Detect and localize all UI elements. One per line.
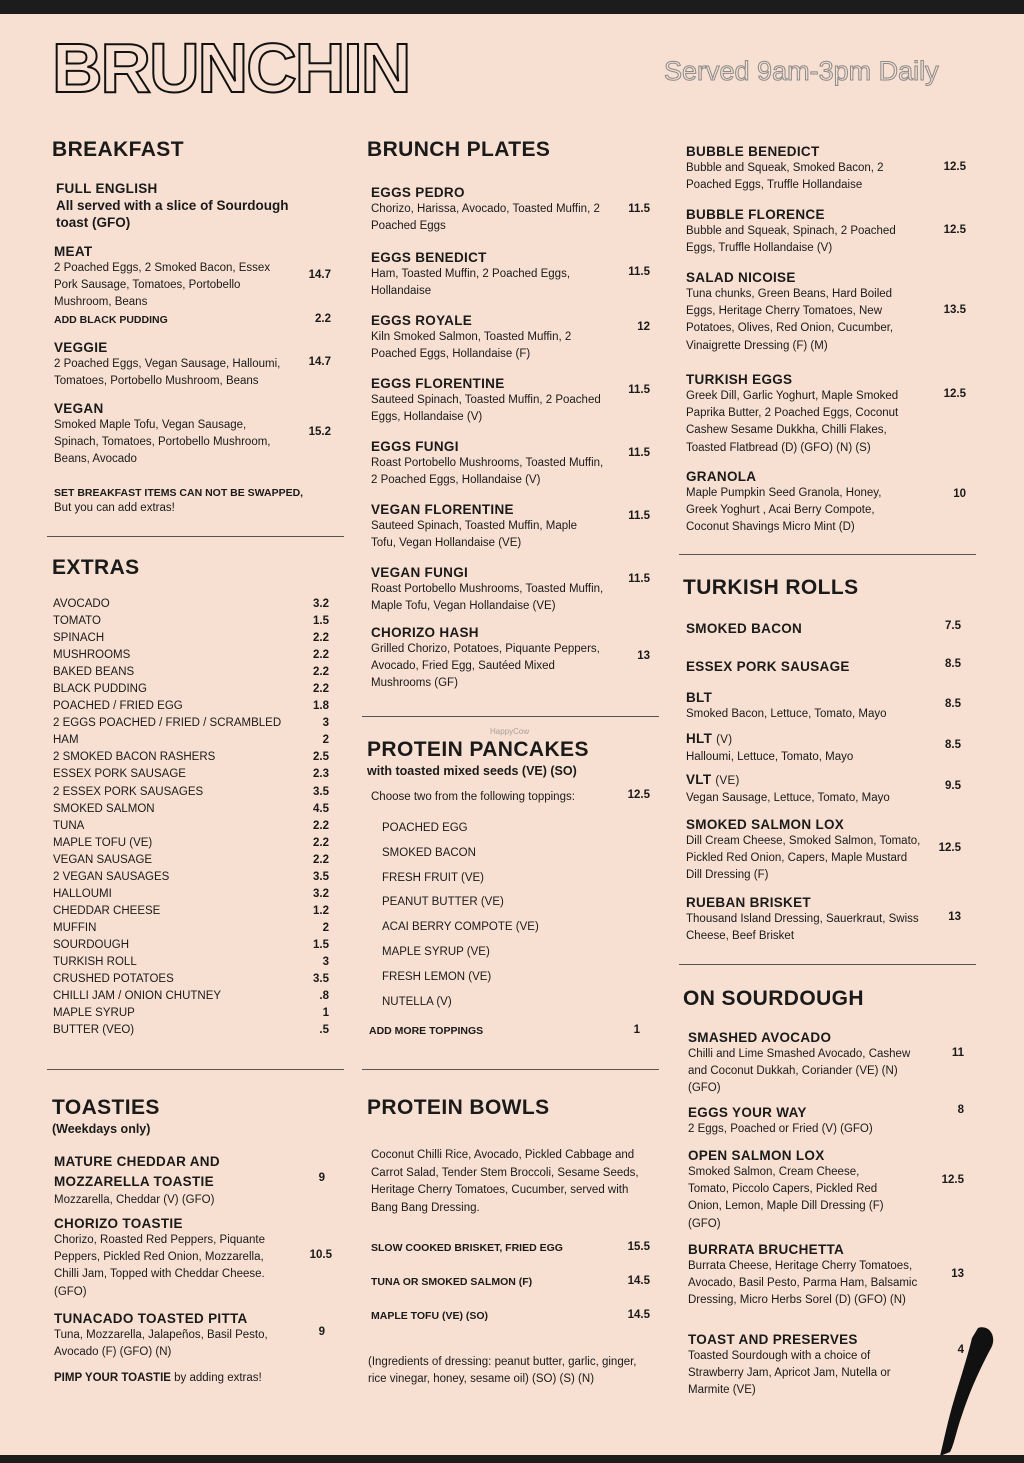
extra-price: 2.2 (313, 836, 329, 849)
item-name: EGGS FLORENTINE (371, 376, 505, 391)
roll-name: BLT (686, 690, 713, 705)
item-description: Greek Dill, Garlic Yoghurt, Maple Smoked Paprika Butter, 2 Poached Eggs, Coconut Cashew Sesame Dukkha, Chilli Flakes, Toasted Flatbread (D) (GFO) (N) (S) (686, 390, 899, 454)
extra-price: 2.2 (313, 819, 329, 832)
bowl-option-name: SLOW COOKED BRISKET, FRIED EGG (371, 1242, 563, 1254)
item-price: 8 (957, 1104, 964, 1116)
item-description: Sauteed Spinach, Toasted Muffin, 2 Poached Eggs, Hollandaise (V) (371, 394, 601, 424)
extras-row (53, 630, 329, 647)
item-description: Bubble and Squeak, Smoked Bacon, 2 Poached Eggs, Truffle Hollandaise (686, 162, 884, 192)
extras-row (53, 971, 329, 988)
item-name: CHORIZO HASH (371, 625, 479, 640)
item-name: SALAD NICOISE (686, 270, 796, 285)
item-name: EGGS PEDRO (371, 185, 465, 200)
sourdough-item (688, 1104, 964, 1138)
full-english-block (56, 180, 331, 231)
topping-item: POACHED EGG (382, 822, 468, 834)
extras-row (53, 732, 329, 749)
extra-name: VEGAN SAUSAGE (53, 853, 153, 866)
roll-name: HLT (686, 731, 713, 746)
right-plate-item (686, 206, 966, 257)
pancakes-price: 12.5 (627, 789, 650, 801)
item-name (686, 730, 961, 749)
topping-item: NUTELLA (V) (382, 995, 452, 1008)
extras-row (53, 852, 329, 869)
extras-row (53, 596, 329, 613)
item-description: Ham, Toasted Muffin, 2 Poached Eggs, Hollandaise (371, 268, 571, 298)
right-plate-item (686, 371, 966, 457)
extra-name: SOURDOUGH (53, 938, 130, 951)
item-description: Sauteed Spinach, Toasted Muffin, Maple Tofu, Vegan Hollandaise (VE) (371, 520, 578, 550)
roll-name: SMOKED SALMON LOX (686, 817, 845, 832)
extra-name: CHILLI JAM / ONION CHUTNEY (53, 990, 222, 1003)
extras-row (53, 1005, 329, 1022)
pancakes-section (367, 737, 652, 779)
bowl-option-price: 14.5 (627, 1275, 650, 1287)
extra-price: 1 (322, 1007, 329, 1020)
roll-name: RUEBAN BRISKET (686, 895, 811, 910)
item-price: 12.5 (943, 388, 966, 400)
item-price: 13 (637, 650, 650, 662)
toasties-heading: TOASTIES (52, 1096, 160, 1119)
item-description: Smoked Bacon, Lettuce, Tomato, Mayo (686, 708, 887, 720)
extra-price: 3.5 (313, 785, 329, 798)
right-plate-item (686, 468, 966, 537)
sourdough-item (688, 1147, 964, 1233)
extra-price: 3.5 (313, 870, 329, 883)
extras-row (53, 920, 329, 937)
brunch-plates-heading: BRUNCH PLATES (367, 138, 551, 161)
item-description: Smoked Salmon, Cream Cheese, Tomato, Piccolo Capers, Pickled Red Onion, Lemon, Maple Dill Dressing (F) (GFO) (688, 1166, 884, 1230)
pancakes-heading: PROTEIN PANCAKES (367, 738, 589, 761)
extra-price: 1.5 (313, 615, 329, 628)
item-price: 15.2 (308, 426, 331, 438)
roll-item (686, 658, 961, 675)
extra-price: 3.5 (313, 973, 329, 986)
extra-name: BUTTER (VEO) (53, 1024, 135, 1037)
toastie-item (54, 1310, 334, 1361)
extra-name: TUNA (53, 819, 85, 832)
item-description: 2 Poached Eggs, 2 Smoked Bacon, Essex Pork Sausage, Tomatoes, Portobello Mushroom, Beans (54, 262, 271, 309)
protein-bowls-heading: PROTEIN BOWLS (367, 1096, 550, 1119)
breakfast-item (54, 339, 331, 390)
extra-price: 3 (322, 955, 329, 968)
extra-name: HALLOUMI (53, 887, 112, 900)
right-plate-item (686, 143, 966, 194)
extra-price: 3.2 (313, 598, 329, 610)
extra-price: 2.2 (313, 666, 329, 679)
extras-list (53, 596, 329, 1039)
extra-name: TURKISH ROLL (53, 955, 137, 968)
bowl-option (371, 1309, 650, 1343)
protein-bowls-description (371, 1147, 657, 1217)
divider (362, 1069, 659, 1070)
item-name: EGGS ROYALE (371, 313, 473, 328)
pancakes-choose-row (371, 789, 650, 806)
watermark: HappyCow (490, 727, 530, 736)
bowl-option-price: 15.5 (627, 1241, 650, 1253)
extra-name: CHEDDAR CHEESE (53, 904, 161, 917)
item-name: CHORIZO TOASTIE (54, 1216, 183, 1231)
extras-row (53, 749, 329, 766)
extras-row (53, 869, 329, 886)
item-description: Chorizo, Roasted Red Peppers, Piquante Peppers, Pickled Red Onion, Mozzarella, Chilli Jam, Topped with Cheddar Cheese. (GFO) (54, 1234, 265, 1298)
divider (679, 554, 976, 555)
add-black-pudding-row (54, 313, 331, 329)
bowls-dressing-note (368, 1354, 658, 1388)
extras-row (53, 835, 329, 852)
brunch-plates-section (367, 137, 652, 163)
item-description: 2 Eggs, Poached or Fried (V) (GFO) (688, 1123, 873, 1135)
roll-item (686, 620, 961, 637)
roll-item (686, 689, 961, 723)
item-description: Chorizo, Harissa, Avocado, Toasted Muffin, 2 Poached Eggs (371, 203, 600, 233)
extra-name: MAPLE TOFU (VE) (53, 836, 153, 849)
roll-item (686, 771, 961, 807)
extra-name: ESSEX PORK SAUSAGE (53, 768, 186, 781)
extra-price: 1.2 (313, 904, 329, 917)
topping-item: SMOKED BACON (382, 846, 476, 859)
item-price: 10.5 (309, 1249, 332, 1261)
extras-row (53, 698, 329, 715)
extra-price: 1.8 (313, 700, 329, 713)
brunch-item (371, 501, 650, 552)
note-text: But you can add extras! (54, 502, 175, 514)
extra-price: 2 (322, 921, 329, 934)
add-more-label: ADD MORE TOPPINGS (369, 1025, 484, 1037)
item-description: Roast Portobello Mushrooms, Toasted Muffin, 2 Poached Eggs, Hollandaise (V) (371, 457, 604, 487)
roll-name: ESSEX PORK SAUSAGE (686, 659, 850, 674)
item-price: 11.5 (628, 447, 650, 459)
item-name: VEGAN FLORENTINE (371, 502, 514, 517)
item-description: Toasted Sourdough with a choice of Strawberry Jam, Apricot Jam, Nutella or Marmite (VE) (688, 1350, 891, 1397)
item-name (686, 771, 961, 790)
extra-name: MUFFIN (53, 921, 97, 934)
extra-price: 3.2 (313, 887, 329, 900)
sourdough-item (688, 1029, 964, 1098)
pimp-rest: by adding extras! (170, 1372, 262, 1384)
brand-logo: BRUNCHIN (52, 29, 410, 107)
item-price: 7.5 (945, 620, 961, 632)
sourdough-item (688, 1241, 964, 1310)
topping-item: PEANUT BUTTER (VE) (382, 896, 504, 909)
toppings-list (369, 816, 648, 1014)
extras-row (53, 647, 329, 664)
extras-row (53, 988, 329, 1005)
toasties-section (52, 1095, 332, 1137)
extra-name: CRUSHED POTATOES (53, 973, 174, 986)
pancakes-choose-text: Choose two from the following toppings: (371, 791, 575, 803)
bowl-option (371, 1241, 650, 1275)
add-more-toppings-row (369, 1024, 640, 1040)
brunch-item (371, 564, 650, 615)
extras-row (53, 766, 329, 783)
item-name: TOAST AND PRESERVES (688, 1332, 858, 1347)
bowls-options (371, 1241, 650, 1343)
item-price: 11 (951, 1047, 964, 1059)
item-name (686, 894, 961, 911)
breakfast-note (54, 486, 334, 516)
turkish-rolls-heading: TURKISH ROLLS (683, 576, 859, 599)
brunch-item (371, 249, 650, 300)
extras-row (53, 903, 329, 920)
brunch-item (371, 184, 650, 235)
pimp-bold: PIMP YOUR TOASTIE (54, 1372, 171, 1384)
extras-row (53, 937, 329, 954)
item-description: Dill Cream Cheese, Smoked Salmon, Tomato, Pickled Red Onion, Capers, Maple Mustard Dill Dressing (F) (686, 835, 921, 882)
extra-name: MAPLE SYRUP (53, 1007, 135, 1020)
brunch-item (371, 375, 650, 426)
item-description: Bubble and Squeak, Spinach, 2 Poached Eggs, Truffle Hollandaise (V) (686, 225, 896, 255)
item-name: BUBBLE BENEDICT (686, 144, 820, 159)
item-price: 10 (953, 488, 966, 500)
brush-stroke-decoration (920, 1320, 1000, 1460)
extra-price: 2.2 (313, 649, 329, 662)
item-name: EGGS FUNGI (371, 439, 459, 454)
item-price: 12.5 (943, 161, 966, 173)
roll-item (686, 816, 961, 885)
item-description: Smoked Maple Tofu, Vegan Sausage, Spinach, Tomatoes, Portobello Mushroom, Beans, Avocado (54, 419, 271, 466)
extra-price: .5 (319, 1024, 329, 1037)
divider (362, 716, 659, 717)
extra-name: 2 ESSEX PORK SAUSAGES (53, 785, 204, 798)
item-name: GRANOLA (686, 469, 757, 484)
extra-name: 2 EGGS POACHED / FRIED / SCRAMBLED (53, 717, 282, 730)
extra-name: POACHED / FRIED EGG (53, 700, 183, 713)
bowl-option-name: TUNA OR SMOKED SALMON (F) (371, 1276, 533, 1288)
note-bold: SET BREAKFAST ITEMS CAN NOT BE SWAPPED, (54, 487, 304, 499)
toastie-item (54, 1152, 334, 1209)
extras-section (52, 555, 332, 581)
extra-name: SPINACH (53, 632, 105, 645)
topping-item: ACAI BERRY COMPOTE (VE) (382, 921, 539, 934)
add-black-pudding-price: 2.2 (315, 313, 331, 325)
extras-row (53, 818, 329, 835)
item-name: EGGS YOUR WAY (688, 1105, 807, 1120)
bowl-option (371, 1275, 650, 1309)
breakfast-heading: BREAKFAST (52, 138, 184, 161)
right-plate-item (686, 269, 966, 355)
extras-row (53, 664, 329, 681)
item-price: 13 (948, 911, 961, 923)
item-name: VEGGIE (54, 340, 108, 355)
sourdough-section (683, 986, 968, 1012)
item-name: BUBBLE FLORENCE (686, 207, 825, 222)
item-description: Tuna, Mozzarella, Jalapeños, Basil Pesto, Avocado (F) (GFO) (N) (54, 1329, 268, 1359)
roll-item (686, 894, 961, 945)
item-name (686, 816, 961, 833)
item-name: TURKISH EGGS (686, 372, 793, 387)
toasties-subtitle: (Weekdays only) (52, 1122, 151, 1136)
item-price: 11.5 (628, 266, 650, 278)
extra-price: 2.2 (313, 683, 329, 696)
breakfast-item (54, 400, 331, 469)
serving-hours: Served 9am-3pm Daily (664, 56, 939, 86)
bottom-bar (0, 1455, 1024, 1463)
item-price: 8.5 (945, 698, 961, 710)
item-name: SMASHED AVOCADO (688, 1030, 832, 1045)
item-name (686, 658, 961, 675)
item-description: Vegan Sausage, Lettuce, Tomato, Mayo (686, 792, 890, 804)
roll-item (686, 730, 961, 766)
item-price: 11.5 (628, 384, 650, 396)
item-price: 9 (318, 1326, 325, 1338)
topping-item: MAPLE SYRUP (VE) (382, 945, 490, 958)
item-name: TUNACADO TOASTED PITTA (54, 1311, 248, 1326)
add-black-pudding-label: ADD BLACK PUDDING (54, 314, 168, 326)
extra-name: 2 SMOKED BACON RASHERS (53, 751, 216, 764)
pimp-toastie-note (54, 1371, 334, 1386)
bowls-desc: Coconut Chilli Rice, Avocado, Pickled Cabbage and Carrot Salad, Tender Stem Broccoli, Sesame Seeds, Heritage Cherry Tomatoes, Cucumber, served with Bang Bang Dressing. (371, 1149, 639, 1214)
pancakes-subtitle: with toasted mixed seeds (VE) (SO) (367, 764, 577, 778)
extra-price: 2.5 (313, 751, 329, 764)
toastie-item (54, 1215, 334, 1301)
item-name (686, 620, 961, 637)
divider (679, 964, 976, 965)
item-price: 13.5 (943, 304, 966, 316)
item-name: VEGAN FUNGI (371, 565, 469, 580)
extra-name: MUSHROOMS (53, 649, 131, 662)
item-price: 8.5 (945, 658, 961, 670)
roll-tag: (VE) (715, 775, 740, 787)
divider (47, 536, 344, 537)
roll-name: VLT (686, 772, 712, 787)
item-price: 4 (957, 1344, 964, 1356)
item-name: MEAT (54, 244, 93, 259)
item-description: Kiln Smoked Salmon, Toasted Muffin, 2 Poached Eggs, Hollandaise (F) (371, 331, 572, 361)
item-price: 11.5 (628, 203, 650, 215)
extra-price: 4.5 (313, 802, 329, 815)
item-description: 2 Poached Eggs, Vegan Sausage, Halloumi, Tomatoes, Portobello Mushroom, Beans (54, 358, 281, 388)
full-english-title: FULL ENGLISH (56, 181, 158, 196)
item-description: Tuna chunks, Green Beans, Hard Boiled Eggs, Heritage Cherry Tomatoes, New Potatoes, Olives, Red Onion, Cucumber, Vinaigrette Dressing (F) (M) (686, 288, 894, 352)
extras-row (53, 784, 329, 801)
item-price: 12 (637, 321, 650, 333)
roll-tag: (V) (716, 734, 733, 746)
item-price: 11.5 (628, 510, 650, 522)
extra-name: AVOCADO (53, 598, 110, 610)
topping-item: FRESH FRUIT (VE) (382, 871, 485, 884)
item-name: BURRATA BRUCHETTA (688, 1242, 845, 1257)
sourdough-heading: ON SOURDOUGH (683, 987, 864, 1010)
roll-name: SMOKED BACON (686, 621, 803, 636)
item-description: Roast Portobello Mushrooms, Toasted Muffin, Maple Tofu, Vegan Hollandaise (VE) (371, 583, 604, 613)
protein-bowls-section (367, 1095, 652, 1121)
extras-row (53, 613, 329, 630)
item-description: Mozzarella, Cheddar (V) (GFO) (54, 1194, 215, 1206)
extra-name: SMOKED SALMON (53, 802, 155, 815)
brunch-item (371, 312, 650, 363)
extras-row (53, 954, 329, 971)
bowls-note: (Ingredients of dressing: peanut butter, garlic, ginger, rice vinegar, honey, sesame oil) (SO) (S) (N) (368, 1356, 637, 1386)
bowl-option-price: 14.5 (627, 1309, 650, 1321)
extra-price: 2.3 (313, 768, 329, 781)
item-price: 9 (318, 1172, 325, 1184)
item-name: VEGAN (54, 401, 104, 416)
bowl-option-name: MAPLE TOFU (VE) (SO) (371, 1310, 489, 1322)
item-description: Maple Pumpkin Seed Granola, Honey, Greek Yoghurt , Acai Berry Compote, Coconut Shavings Micro Mint (D) (686, 487, 882, 534)
item-price: 14.7 (308, 356, 331, 368)
turkish-rolls-section (683, 575, 968, 601)
item-price: 11.5 (628, 573, 650, 585)
extra-name: TOMATO (53, 615, 101, 628)
extra-name: BLACK PUDDING (53, 683, 147, 696)
extra-price: 3 (322, 717, 329, 730)
extra-price: 2 (322, 734, 329, 747)
extra-price: 2.2 (313, 632, 329, 645)
item-name (686, 689, 961, 706)
extra-name: 2 VEGAN SAUSAGES (53, 870, 170, 883)
item-name: MATURE CHEDDAR AND MOZZARELLA TOASTIE (54, 1154, 220, 1189)
extras-row (53, 681, 329, 698)
extra-name: BAKED BEANS (53, 666, 135, 679)
breakfast-item (54, 243, 331, 312)
extras-row (53, 1022, 329, 1039)
item-name: OPEN SALMON LOX (688, 1148, 825, 1163)
item-price: 12.5 (943, 224, 966, 236)
extras-row (53, 886, 329, 903)
brunch-item (371, 624, 650, 693)
item-price: 13 (951, 1268, 964, 1280)
item-price: 12.5 (938, 842, 961, 854)
brunch-item (371, 438, 650, 489)
extras-heading: EXTRAS (52, 556, 140, 579)
breakfast-section (52, 137, 336, 163)
item-name: EGGS BENEDICT (371, 250, 487, 265)
divider (47, 1069, 344, 1070)
topping-item: FRESH LEMON (VE) (382, 970, 492, 983)
extra-price: .8 (319, 990, 329, 1003)
top-bar (0, 0, 1024, 14)
item-price: 8.5 (945, 739, 961, 751)
extra-price: 1.5 (313, 938, 329, 951)
item-description: Chilli and Lime Smashed Avocado, Cashew and Coconut Dukkah, Coriander (VE) (N) (GFO) (688, 1048, 911, 1095)
full-english-subtitle: All served with a slice of Sourdough toast (GFO) (56, 198, 289, 230)
extra-name: HAM (53, 734, 79, 747)
item-price: 12.5 (941, 1174, 964, 1186)
item-description: Burrata Cheese, Heritage Cherry Tomatoes, Avocado, Basil Pesto, Parma Ham, Balsamic Dressing, Micro Herbs Sorel (D) (GFO) (N) (688, 1260, 918, 1307)
item-price: 14.7 (308, 269, 331, 281)
item-description: Thousand Island Dressing, Sauerkraut, Swiss Cheese, Beef Brisket (686, 913, 919, 943)
add-more-price: 1 (633, 1024, 640, 1036)
extras-row (53, 715, 329, 732)
item-description: Grilled Chorizo, Potatoes, Piquante Peppers, Avocado, Fried Egg, Sautéed Mixed Mushrooms (GF) (371, 643, 600, 690)
item-price: 9.5 (945, 780, 961, 792)
item-description: Halloumi, Lettuce, Tomato, Mayo (686, 751, 854, 763)
extra-price: 2.2 (313, 853, 329, 866)
extras-row (53, 801, 329, 818)
